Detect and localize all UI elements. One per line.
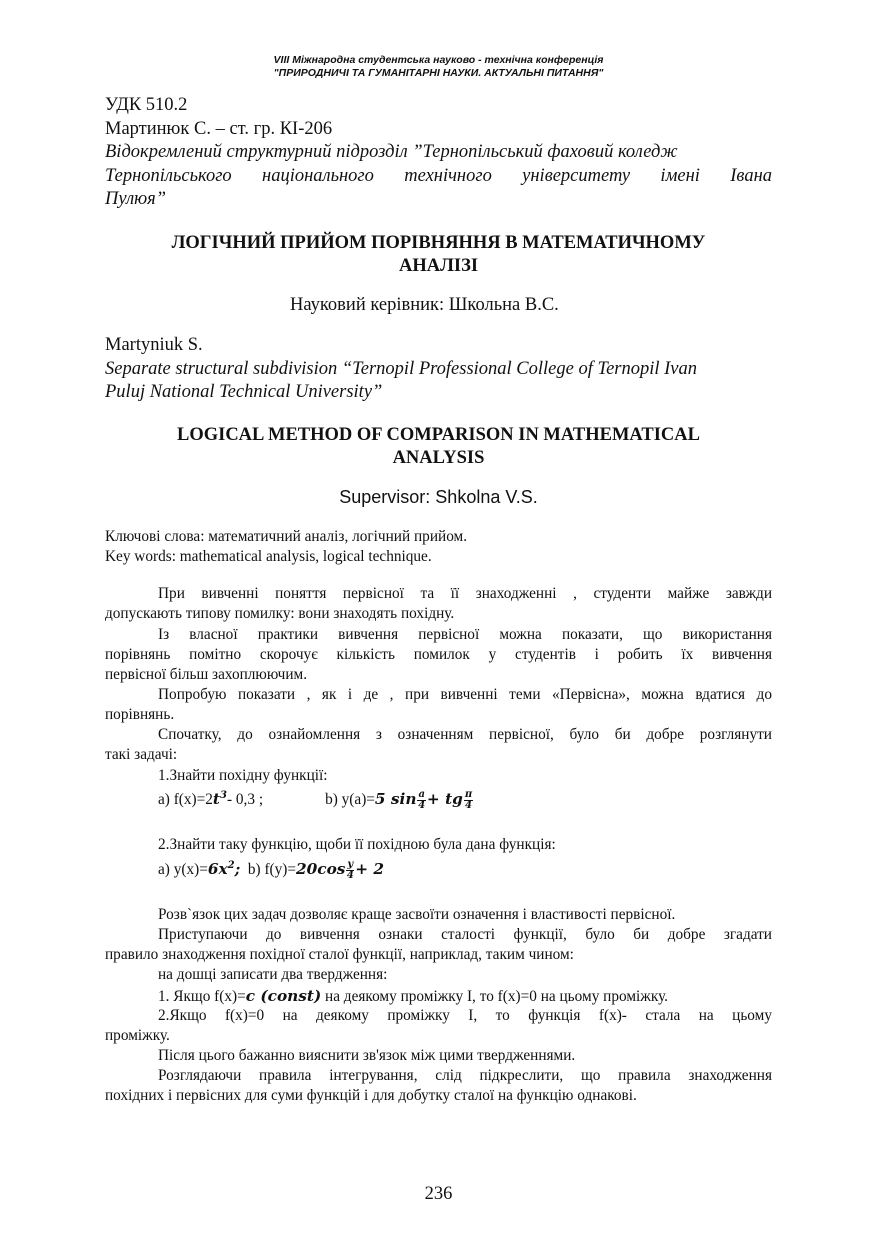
paragraph-2-line3: первісної більш захоплюючим.	[105, 666, 308, 683]
task-2b: b) f(y)=20cos $\frac{y}{4}$ + 2	[247, 859, 385, 882]
task-2-items	[105, 856, 825, 881]
statement-2-line2: проміжку.	[105, 1027, 170, 1044]
affiliation-ua-line3: Пулюя”	[105, 189, 167, 209]
paragraph-7: Після цього бажанно вияснити зв'язок між цими твердженнями.	[158, 1047, 576, 1064]
supervisor-ua: Науковий керівник: Школьна В.С.	[290, 295, 559, 315]
author-en: Martyniuk S.	[105, 335, 203, 355]
paragraph-3-line1: Попробую показати , як і де , при вивченні теми «Первісна», можна вдатися до	[158, 686, 772, 703]
paragraph-2-line2: порівнянь помітно скорочує кількість помилок у студентів і робить їх вивчення	[105, 646, 772, 663]
paragraph-3-line2: порівнянь.	[105, 706, 175, 723]
title-en-line2: ANALYSIS	[392, 448, 485, 468]
task-2a: a) $y(x)=6x^2$;	[158, 860, 241, 879]
supervisor-en-text: Supervisor: Shkolna V.S.	[339, 487, 538, 507]
task-2-label: 2.Знайти таку функцію, щоби її похідною була дана функція:	[158, 836, 556, 853]
paragraph-8-line1: Розглядаючи правила інтегрування, слід підкреслити, що правила знаходження	[158, 1067, 772, 1084]
statement-2-line1: 2.Якщо f(x)=0 на деякому проміжку I, то функція f(x)- стала на цьому	[158, 1007, 772, 1024]
keywords-en: Key words: mathematical analysis, logical technique.	[105, 548, 432, 565]
task-1-items	[105, 786, 825, 811]
paragraph-6-line2: правило знаходження похідної сталої функції, наприклад, таким чином:	[105, 946, 574, 963]
statement-1: 1. Якщо f(x)=c (const) на деякому проміжку I, то f(x)=0 на цьому проміжку.	[158, 987, 669, 1005]
page-number: 236	[424, 1184, 453, 1204]
title-ua-line1: ЛОГІЧНИЙ ПРИЙОМ ПОРІВНЯННЯ В МАТЕМАТИЧНОМУ	[171, 233, 706, 253]
affiliation-ua-line2: Тернопільського національного технічного університету імені Івана	[105, 166, 772, 186]
paragraph-4-line2: такі задачі:	[105, 746, 178, 763]
title-ua-line2: АНАЛІЗІ	[398, 256, 479, 276]
keywords-ua: Ключові слова: математичний аналіз, логічний прийом.	[105, 528, 468, 545]
paragraph-8-line2: похідних і первісних для суми функцій і для добутку сталої на функцію однакові.	[105, 1087, 637, 1104]
paragraph-1-line1: При вивченні поняття первісної та її знаходженні , студенти майже завжди	[158, 585, 772, 602]
paragraph-1-line2: допускають типову помилку: вони знаходять похідну.	[105, 605, 455, 622]
task-1-label: 1.Знайти похідну функції:	[158, 767, 328, 784]
udk-code: УДК 510.2	[105, 95, 188, 115]
conference-header-line2: "ПРИРОДНИЧІ ТА ГУМАНІТАРНІ НАУКИ. АКТУАЛЬНІ ПИТАННЯ"	[273, 67, 604, 79]
paragraph-6-line1: Приступаючи до вивчення ознаки сталості функції, було би добре згадати	[158, 926, 772, 943]
task-1a: a) $f(x)=2t^3-$ 0,3 ;	[158, 790, 264, 809]
author-ua: Мартинюк С. – ст. гр. КІ-206	[105, 119, 333, 139]
affiliation-en-line2: Puluj National Technical University”	[105, 382, 383, 402]
conference-header-line1: VIII Міжнародна студентська науково - технічна конференція	[273, 54, 604, 66]
task-1b: b) y(a)=5 sin $\frac{a}{4}$ + tg $\frac{\pi}{4}$	[325, 789, 473, 812]
affiliation-en-line1: Separate structural subdivision “Ternopil Professional College of Ternopil Ivan	[105, 359, 698, 379]
affiliation-ua-line1: Відокремлений структурний підрозділ ”Тернопільський фаховий коледж	[105, 142, 678, 162]
paragraph-5: Розв`язок цих задач дозволяє краще засвоїти означення і властивості первісної.	[158, 906, 676, 923]
supervisor-en	[105, 486, 772, 509]
paragraph-6-line3: на дошці записати два твердження:	[158, 966, 388, 983]
paragraph-2-line1: Із власної практики вивчення первісної можна показати, що використання	[158, 626, 772, 643]
paragraph-4-line1: Спочатку, до ознайомлення з означенням первісної, було би добре розглянути	[158, 726, 772, 743]
title-en-line1: LOGICAL METHOD OF COMPARISON IN MATHEMATICAL	[177, 425, 700, 445]
